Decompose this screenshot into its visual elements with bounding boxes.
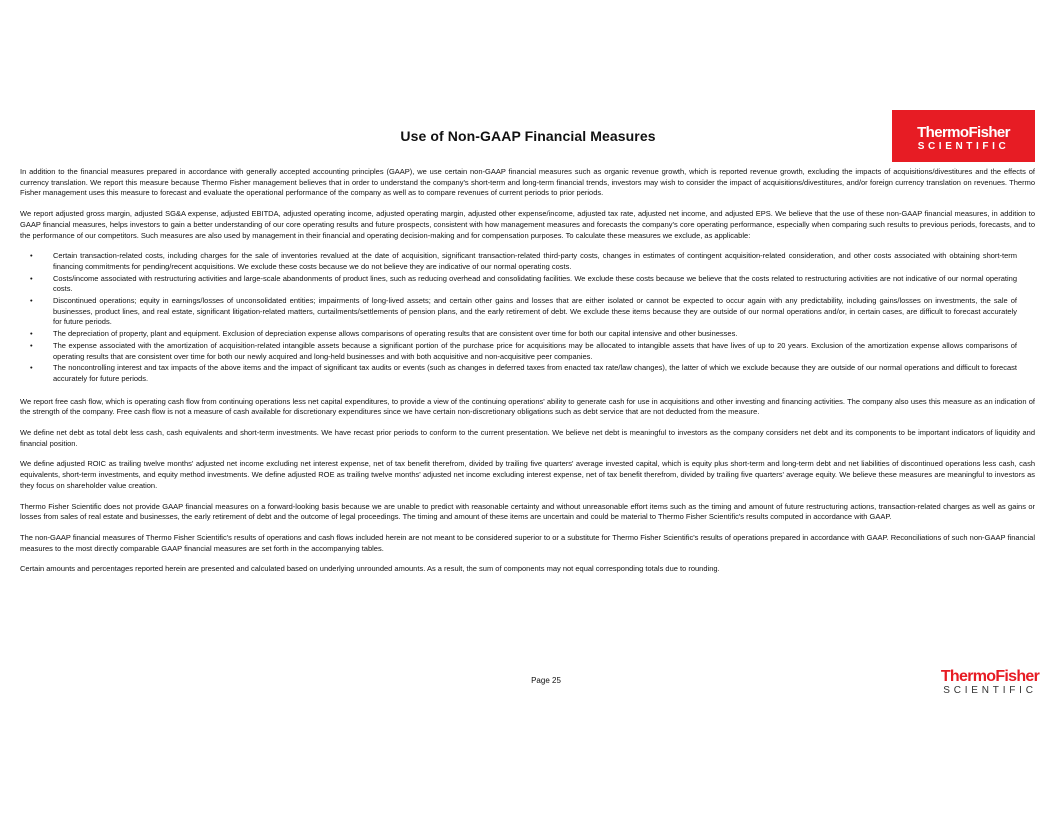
list-item	[20, 274, 1035, 295]
list-item-text: Discontinued operations; equity in earnings/losses of unconsolidated entities; impairments of long-lived assets; and certain other gains and losses that are either isolated or cannot be expected to occur again with any predictability, including gains/losses on investments, the sale of businesses, product lines, and real estate, significant litigation-related matters, curtailments/settlements of pension plans, and the early retirement of debt. We exclude these items because they are outside of our normal operations and/or, in certain cases, are difficult to forecast accurately for future periods.	[53, 296, 1017, 327]
list-item-text: The noncontrolling interest and tax impacts of the above items and the impact of significant tax audits or events (such as changes in deferred taxes from enacted tax rate/law changes), the latter of which we exclude because they are outside of our normal operations and difficult to forecast accurately for future periods.	[53, 363, 1017, 383]
exclusions-list	[20, 251, 1035, 384]
list-item	[20, 341, 1035, 362]
thermo-fisher-footer-logo	[934, 668, 1046, 697]
paragraph-net-debt: We define net debt as total debt less cash, cash equivalents and short-term investments. We have recast prior periods to conform to the current presentation. We believe net debt is meaningful to investors as the company considers net debt and its components to be important indicators of liquidity and financial position.	[20, 428, 1035, 448]
paragraph-roic-roe: We define adjusted ROIC as trailing twelve months' adjusted net income excluding net interest expense, net of tax benefit therefrom, divided by trailing five quarters' average invested capital, which is equity plus short-term and long-term debt and net liabilities of discontinued operations less cash, cash equivalents, short-term investments, and equity method investments. We define adjusted ROE as trailing twelve months' adjusted net income excluding interest expense, net of tax benefit therefrom, divided by trailing five quarters' average equity. We believe these measures are meaningful to investors as they focus on shareholder value creation.	[20, 459, 1035, 490]
paragraph-adjusted-measures: We report adjusted gross margin, adjusted SG&A expense, adjusted EBITDA, adjusted operating income, adjusted operating margin, adjusted other expense/income, adjusted tax rate, adjusted net income, and adjusted EPS. We believe that the use of these non-GAAP financial measures, in addition to GAAP financial measures, helps investors to gain a better understanding of our core operating results and future prospects, consistent with how management measures and forecasts the company's core operating performance, especially when comparing such results to previous periods, forecasts, and to the performance of our competitors. Such measures are also used by management in their financial and operating decision-making and for compensation purposes. To calculate these measures we exclude, as applicable:	[20, 209, 1035, 240]
list-item-text: The depreciation of property, plant and equipment. Exclusion of depreciation expense allows comparisons of operating results that are consistent over time for both our capital intensive and other businesses.	[53, 329, 738, 339]
logo-sub-text: SCIENTIFIC	[917, 141, 1010, 152]
bullet-icon: •	[30, 273, 33, 283]
thermo-fisher-logo	[892, 110, 1035, 162]
paragraph-not-superior: The non-GAAP financial measures of Thermo Fisher Scientific's results of operations and cash flows included herein are not meant to be considered superior to or a substitute for Thermo Fisher Scientific's results of operations prepared in accordance with GAAP. Reconciliations of such non-GAAP financial measures to the most directly comparable GAAP financial measures are set forth in the accompanying tables.	[20, 532, 1035, 553]
footer-logo-sub: SCIENTIFIC	[943, 685, 1037, 696]
bullet-icon: •	[30, 329, 33, 339]
list-item	[20, 329, 1035, 340]
list-item-text: Costs/income associated with restructuring activities and large-scale abandonments of product lines, such as reducing overhead and consolidating facilities. We exclude these costs because we believe that the costs related to restructuring activities are not indicative of our normal operating costs.	[53, 273, 1017, 294]
list-item-text: The expense associated with the amortization of acquisition-related intangible assets because a significant portion of the purchase price for acquisitions may be allocated to intangible assets that have lives of up to 20 years. Exclusion of the amortization expense allows comparisons of operating results that are consistent over time for both our newly acquired and long-held businesses and with both acquisitive and non-acquisitive peer companies.	[53, 340, 1017, 361]
bullet-icon: •	[30, 251, 33, 261]
list-item-text: Certain transaction-related costs, including charges for the sale of inventories revalued at the date of acquisition, significant transaction-related third-party costs, changes in estimates of contingent acquisition-related consideration, and other costs associated with obtaining short-term financing commitments for pending/recent acquisitions. We exclude these costs because we do not believe they are indicative of our normal operating costs.	[53, 251, 1017, 271]
bullet-icon: •	[30, 363, 33, 373]
page-number: Page 25	[531, 676, 561, 685]
footer-logo-brand: ThermoFisher	[940, 668, 1040, 685]
paragraph-rounding: Certain amounts and percentages reported herein are presented and calculated based on underlying unrounded amounts. As a result, the sum of components may not equal corresponding totals due to rounding.	[20, 564, 720, 574]
logo-brand-text: ThermoFisher	[917, 124, 1010, 141]
document-body	[20, 167, 1035, 585]
bullet-icon: •	[30, 296, 33, 306]
list-item	[20, 296, 1035, 328]
list-item	[20, 251, 1035, 272]
list-item	[20, 363, 1035, 384]
paragraph-forward-looking: Thermo Fisher Scientific does not provide GAAP financial measures on a forward-looking basis because we are unable to predict with reasonable certainty and without unreasonable effort items such as the timing and amount of future restructuring actions, transaction-related charges as well as gains or losses from sales of real estate and businesses, the early retirement of debt and the outcome of legal proceedings. The timing and amount of these items are uncertain and could be material to Thermo Fisher Scientific's results computed in accordance with GAAP.	[20, 501, 1035, 522]
page-title: Use of Non-GAAP Financial Measures	[400, 128, 656, 144]
bullet-icon: •	[30, 340, 33, 350]
paragraph-organic-growth: In addition to the financial measures prepared in accordance with generally accepted accounting principles (GAAP), we use certain non-GAAP financial measures such as organic revenue growth, which is reported revenue growth, excluding the impacts of acquisitions/divestitures and the effects of currency translation. We report this measure because Thermo Fisher management believes that in order to understand the company's short-term and long-term financial trends, investors may wish to consider the impact of acquisitions/divestitures, and/or foreign currency translation on revenues. Thermo Fisher management uses this measure to forecast and evaluate the operational performance of the company as well as to compare revenues of current periods to prior periods.	[20, 167, 1035, 198]
paragraph-free-cash-flow: We report free cash flow, which is operating cash flow from continuing operations less net capital expenditures, to provide a view of the continuing operations' ability to generate cash for use in acquisitions and other investing and financing activities. The company also uses this measure as an indication of the strength of the company. Free cash flow is not a measure of cash available for discretionary expenditures since we have certain non-discretionary obligations such as debt service that are not deducted from the measure.	[20, 396, 1035, 417]
